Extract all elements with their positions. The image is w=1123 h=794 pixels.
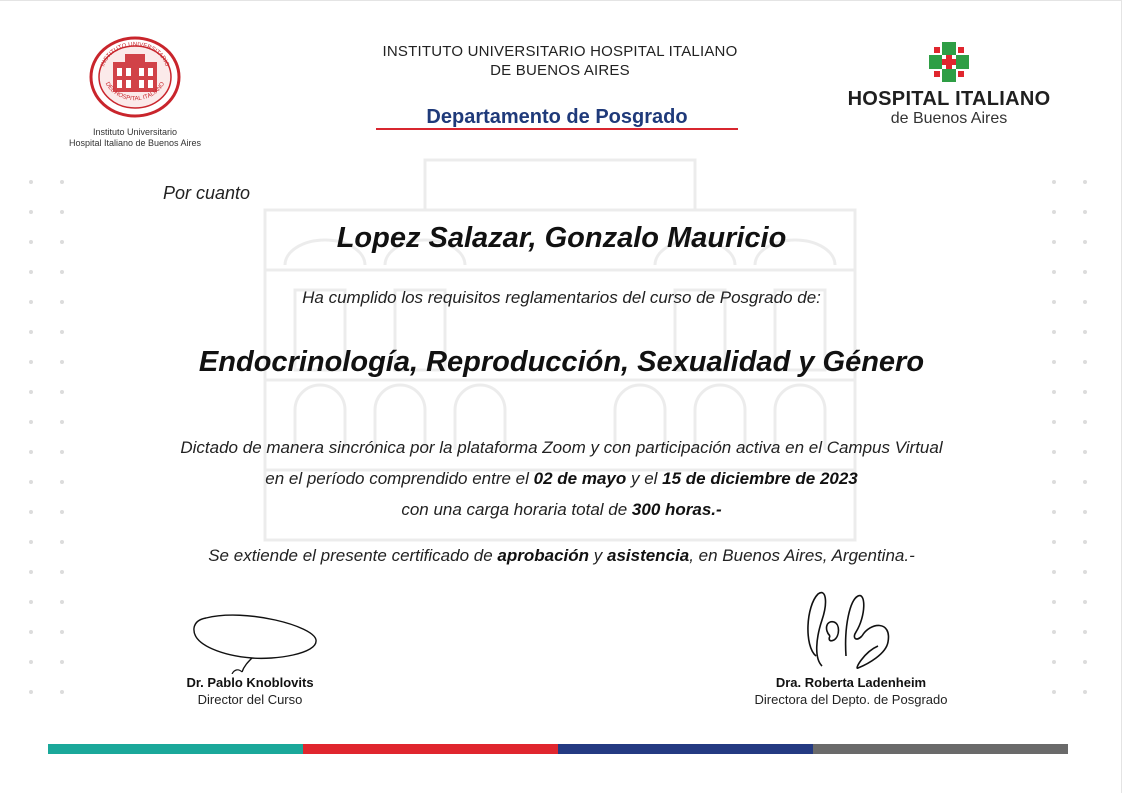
decorative-dot: [1083, 180, 1087, 184]
decorative-dot: [1052, 390, 1056, 394]
decorative-dot: [1083, 630, 1087, 634]
decorative-dot: [29, 210, 33, 214]
hospital-subtitle: de Buenos Aires: [890, 110, 1008, 127]
period-connector: y el: [626, 469, 663, 488]
footer-bar-gray: [813, 744, 1068, 754]
decorative-dot: [1052, 330, 1056, 334]
institution-title: [330, 42, 790, 80]
university-seal-icon: [89, 36, 181, 118]
footer-bar-teal: [48, 744, 303, 754]
decorative-dot: [1052, 210, 1056, 214]
decorative-dot: [29, 420, 33, 424]
decorative-dot: [1052, 690, 1056, 694]
decorative-dot: [29, 630, 33, 634]
decorative-dot: [1052, 600, 1056, 604]
department-title: Departamento de Posgrado: [426, 106, 688, 128]
signature-left-image: [186, 608, 324, 674]
decorative-dot: [29, 690, 33, 694]
decorative-dot: [29, 660, 33, 664]
decorative-dot: [1052, 630, 1056, 634]
decorative-dot: [29, 390, 33, 394]
attendance-word: asistencia: [606, 546, 690, 565]
decorative-dot: [60, 600, 64, 604]
recipient-name: Lopez Salazar, Gonzalo Mauricio: [336, 222, 787, 254]
decorative-dot: [29, 540, 33, 544]
approval-word: aprobación: [497, 546, 590, 565]
signature-left-name: Dr. Pablo Knoblovits: [186, 675, 314, 690]
university-caption-line1: Instituto Universitario: [92, 127, 178, 137]
decorative-dot: [1083, 210, 1087, 214]
delivery-text: Dictado de manera sincrónica por la plataforma Zoom y con participación activa en el Campus Virtual: [180, 438, 943, 457]
intro-text: Por cuanto: [163, 183, 251, 203]
certificate-statement: [0, 546, 1123, 566]
decorative-dot: [60, 630, 64, 634]
hours-prefix: con una carga horaria total de: [401, 500, 632, 519]
end-date: 15 de diciembre de 2023: [662, 469, 858, 488]
signature-left-role: Director del Curso: [197, 692, 303, 707]
period-prefix: en el período comprendido entre el: [265, 469, 534, 488]
decorative-dot: [1083, 420, 1087, 424]
university-logo: [60, 36, 210, 149]
decorative-dot: [29, 600, 33, 604]
signature-right-role: Directora del Depto. de Posgrado: [754, 692, 948, 707]
decorative-dot: [1083, 270, 1087, 274]
decorative-dot: [60, 540, 64, 544]
hospital-cross-icon: [929, 42, 969, 82]
institution-title-line2: DE BUENOS AIRES: [490, 62, 630, 79]
decorative-dot: [1083, 660, 1087, 664]
decorative-dot: [1083, 390, 1087, 394]
decorative-dot: [60, 660, 64, 664]
university-caption-line2: Hospital Italiano de Buenos Aires: [68, 138, 202, 148]
decorative-dot: [60, 330, 64, 334]
seal-top-text: INSTITUTO UNIVERSITARIO: [100, 41, 170, 68]
total-hours: 300 horas.-: [631, 500, 722, 519]
decorative-dot: [1083, 330, 1087, 334]
decorative-dot: [1052, 570, 1056, 574]
signature-right-image: [796, 586, 900, 678]
decorative-dot: [1083, 540, 1087, 544]
decorative-dot: [1052, 270, 1056, 274]
seal-bottom-text: DEL HOSPITAL ITALIANO: [103, 81, 167, 103]
footer-bar-red: [303, 744, 558, 754]
decorative-dot: [60, 210, 64, 214]
decorative-dot: [1083, 570, 1087, 574]
decorative-dot: [60, 270, 64, 274]
department-underline: [376, 128, 738, 130]
signature-right-name: Dra. Roberta Ladenheim: [775, 675, 927, 690]
decorative-dot: [60, 420, 64, 424]
decorative-dot: [1052, 540, 1056, 544]
hours-text: [0, 500, 1123, 520]
hospital-name: HOSPITAL ITALIANO: [847, 88, 1051, 110]
decorative-dot: [60, 390, 64, 394]
course-title: Endocrinología, Reproducción, Sexualidad y Género: [198, 346, 925, 378]
hospital-logo: [838, 42, 1060, 128]
decorative-dot: [29, 270, 33, 274]
decorative-dot: [60, 180, 64, 184]
decorative-dot: [1052, 420, 1056, 424]
start-date: 02 de mayo: [533, 469, 627, 488]
decorative-dot: [60, 570, 64, 574]
footer-bar-navy: [558, 744, 813, 754]
decorative-dot: [29, 180, 33, 184]
requirement-text: Ha cumplido los requisitos reglamentarios del curso de Posgrado de:: [302, 288, 821, 307]
decorative-dot: [1083, 600, 1087, 604]
statement-suffix: , en Buenos Aires, Argentina.-: [689, 546, 915, 565]
institution-title-line1: INSTITUTO UNIVERSITARIO HOSPITAL ITALIANO: [382, 43, 738, 60]
decorative-dot: [1052, 660, 1056, 664]
statement-connector: y: [589, 546, 607, 565]
decorative-dot: [29, 330, 33, 334]
decorative-dot: [1083, 690, 1087, 694]
decorative-dot: [29, 570, 33, 574]
decorative-dot: [1052, 180, 1056, 184]
period-text: [0, 469, 1123, 489]
statement-prefix: Se extiende el presente certificado de: [208, 546, 498, 565]
decorative-dot: [60, 690, 64, 694]
